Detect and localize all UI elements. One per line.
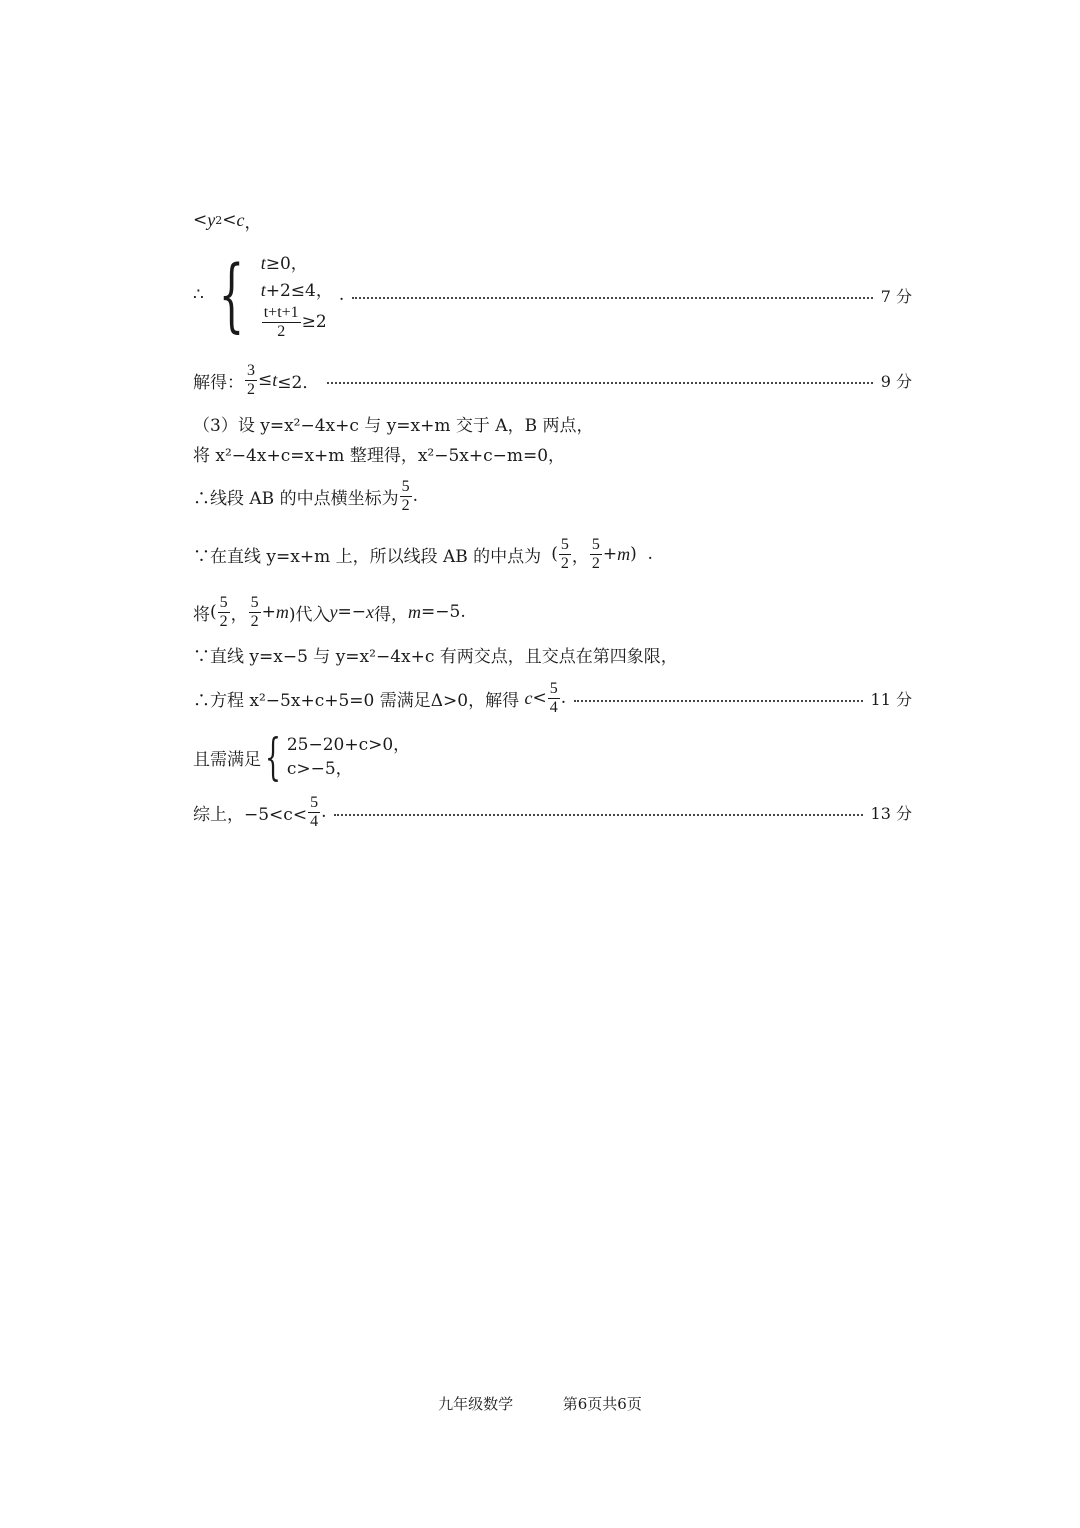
left-brace-icon: {	[218, 248, 245, 341]
score-13: 13 分	[870, 803, 912, 823]
line-system-t	[193, 250, 912, 340]
line-y2-lt-c	[193, 202, 912, 238]
line-rearrange	[193, 435, 912, 471]
therefore-symbol: ∴	[193, 285, 204, 305]
line-intersection-condition	[193, 636, 912, 672]
period: .	[412, 486, 418, 506]
midpoint-text: ∵在直线 y=x+m 上，所以线段 AB 的中点为	[193, 546, 542, 567]
score-11: 11 分	[870, 689, 912, 709]
line-substitute: 将 ( $\frac{5}{2}$ ， $\frac{5}{2}$ + m )代入 y =− x 得， m =−5.	[193, 593, 466, 630]
fraction-five-fourths: $\frac{5}{4}$	[310, 793, 319, 830]
fraction-three-halves: $\frac{3}{2}$	[247, 361, 255, 398]
footer-subject: 九年级数学	[438, 1395, 514, 1413]
t-frac-num: t+t+1	[263, 303, 299, 321]
line-system-c	[193, 730, 912, 784]
fraction-five-halves: $\frac{5}{2}$	[219, 593, 228, 630]
left-brace-icon: {	[264, 728, 281, 786]
system-c-row-1: 25−20+c>0，	[286, 735, 411, 755]
footer-page-number: 第6页共6页	[562, 1395, 642, 1413]
score-9: 9 分	[880, 371, 912, 391]
midpoint-x-text: ∴线段 AB 的中点横坐标为	[193, 488, 399, 509]
line-conclusion: 综上，−5<c< $\frac{5}{4}$ . 13 分	[193, 793, 912, 830]
period: .	[338, 285, 345, 305]
line-solution-t	[193, 358, 912, 402]
solve-prefix: 解得：	[193, 372, 244, 393]
substitute-rest: + m )代入 y =− x 得， m =−5.	[261, 601, 466, 625]
system-c-row-2: c>−5，	[286, 759, 353, 779]
line-midpoint: ∵在直线 y=x+m 上，所以线段 AB 的中点为 ( $\frac{5}{2}$ ， $\frac{5}{2}$ + m ) .	[193, 535, 653, 572]
discriminant-text: ∴方程 x²−5x+c+5=0 需满足Δ>0，解得	[193, 690, 520, 711]
system-t-row-1: t≥0，	[260, 252, 308, 274]
dot-leader	[352, 297, 872, 299]
part3-text: （3）设 y=x²−4x+c 与 y=x+m 交于 A，B 两点，	[193, 415, 594, 436]
fraction-five-fourths: $\frac{5}{4}$	[549, 679, 558, 716]
fraction-five-halves: $\frac{5}{2}$	[401, 477, 410, 514]
system-c-prefix: 且需满足	[193, 749, 261, 770]
substitute-prefix: 将	[193, 604, 210, 625]
dot-leader	[327, 382, 872, 384]
system-c	[287, 733, 410, 781]
t-range: ≤ t ≤2．	[258, 369, 320, 393]
system-t-row-2: t+2≤4，	[260, 279, 333, 301]
inequality-y2-c: < y 2 < c ，	[193, 209, 262, 233]
fraction-five-halves: $\frac{5}{2}$	[560, 535, 569, 572]
line-discriminant: ∴方程 x²−5x+c+5=0 需满足Δ>0，解得 c < $\frac{5}{4}$ . 11 分	[193, 679, 912, 716]
fraction-five-halves: $\frac{5}{2}$	[250, 593, 259, 630]
system-t-row-3: $\frac{t+t+1}{2}$ ≥2	[263, 303, 327, 340]
score-7: 7 分	[880, 286, 912, 306]
dot-leader	[574, 700, 862, 702]
intersection-text: ∵直线 y=x−5 与 y=x²−4x+c 有两交点，且交点在第四象限，	[193, 646, 678, 667]
conclusion-text: 综上，−5<c<	[193, 804, 308, 825]
line-midpoint-x	[193, 474, 912, 518]
dot-leader	[334, 814, 862, 816]
fraction-five-halves: $\frac{5}{2}$	[591, 535, 600, 572]
system-t	[261, 250, 333, 341]
t-frac-den: 2	[277, 322, 286, 340]
rearrange-text: 将 x²−4x+c=x+m 整理得，x²−5x+c−m=0，	[193, 445, 566, 466]
page-footer	[0, 1393, 1080, 1414]
